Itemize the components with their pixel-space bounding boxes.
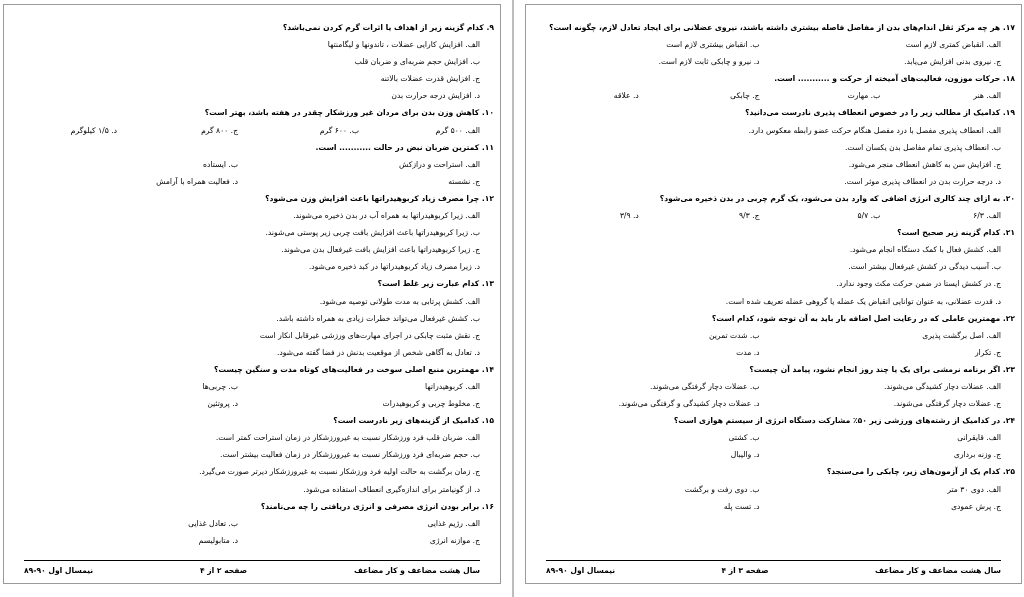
option-row [10, 156, 494, 173]
option-row [10, 173, 494, 190]
answer-option: الف. ضربان قلب فرد ورزشکار نسبت به غیرورزشکار در زمان استراحت کمتر است. [215, 433, 480, 443]
answer-option: ب. دوی رفت و برگشت [684, 484, 760, 494]
answer-option: ج. موازنه انرژی [429, 535, 480, 545]
answer-option: ج. در کشش ایستا در ضمن حرکت مکث وجود ندارد. [836, 279, 1001, 289]
answer-option: الف. دوی ۳۰ متر [947, 484, 1001, 494]
answer-option: ج. تکرار [974, 347, 1001, 357]
answer-option: ب. شدت تمرین [709, 330, 760, 340]
answer-option: ب. ۶۰۰ گرم [319, 125, 359, 135]
answer-option: الف. استراحت و درازکش [399, 159, 480, 169]
answer-option: ج. وزنه برداری [953, 450, 1001, 460]
question-text: ۱۸. حرکات موزون، فعالیت‌های آمیخته از حرکت و ........... است. [774, 74, 1015, 84]
option-row [532, 446, 1015, 463]
answer-option: ج. زیرا کربوهیدراتها باعث افزایش بافت غیرفعال بدن می‌شوند. [281, 245, 480, 255]
answer-option: ج. نیروی بدنی افزایش می‌یابد. [904, 57, 1001, 67]
answer-option: الف. اصل برگشت پذیری [922, 330, 1001, 340]
question-text: ۲۳. اگر برنامه نرمشی برای یک یا چند روز انجام نشود، پیامد آن چیست؟ [749, 364, 1015, 374]
footer-title: سال هشت مضاعف و کار مضاعف [874, 565, 1001, 575]
option-row [532, 53, 1015, 70]
question-text: ۱۹. کدامیک از مطالب زیر را در خصوص انعطاف پذیری نادرست می‌دانید؟ [745, 108, 1015, 118]
option-row [10, 532, 494, 549]
answer-option: د. متابولیسم [198, 535, 238, 545]
answer-option: ب. حجم ضربه‌ای فرد ورزشکار نسبت به غیرورزشکار در زمان فعالیت بیشتر است. [220, 450, 480, 460]
question-text: ۱۱. کمترین ضربان نبض در حالت ........... است. [315, 142, 494, 152]
question-text: ۲۰. به ازای چند کالری انرژی اضافی که وارد بدن می‌شود، یک گرم چربی در بدن ذخیره می‌شود؟ [659, 193, 1015, 203]
footer-page-number: صفحه ۲ از ۴ [200, 565, 248, 575]
footer-term: نیمسال اول ۹۰-۸۹ [24, 565, 94, 575]
answer-option: د. عضلات دچار کشیدگی و گرفتگی می‌شوند. [618, 399, 760, 409]
question-text: ۲۱. کدام گزینه زیر صحیح است؟ [897, 228, 1015, 238]
answer-option: ج. افزایش سن به کاهش انعطاف منجر می‌شود. [848, 159, 1001, 169]
option-row [532, 207, 1015, 224]
answer-option: ج. ۹/۳ [739, 211, 760, 221]
footer-title: سال هشت مضاعف و کار مضاعف [353, 565, 480, 575]
answer-option: ب. ۵/۷ [857, 211, 881, 221]
option-row [10, 122, 494, 139]
option-row [532, 429, 1015, 446]
question-text: ۱۳. کدام عبارت زیر غلط است؟ [377, 279, 494, 289]
page-content [532, 19, 1015, 559]
answer-option: د. قدرت عضلانی، به عنوان توانایی انقباض یک عضله یا گروهی عضله تعریف شده است. [725, 296, 1001, 306]
answer-option: الف. قایقرانی [957, 433, 1001, 443]
answer-option: الف. انقباض کمتری لازم است [905, 40, 1001, 50]
answer-option: الف. هنر [973, 91, 1001, 101]
page-divider [512, 0, 514, 597]
answer-option: ب. کشش غیرفعال می‌تواند خطرات زیادی به همراه داشته باشد. [276, 313, 480, 323]
answer-option: د. مدت [736, 347, 760, 357]
footer-term: نیمسال اول ۹۰-۸۹ [546, 565, 616, 575]
exam-page-3 [525, 4, 1022, 584]
question-text: ۱۷. هر چه مرکز ثقل اندام‌های بدن از مفاصل فاصله بیشتری داشته باشند، نیروی عضلانی برای ایجاد تعادل لازم، چگونه است؟ [549, 23, 1015, 32]
answer-option: ج. عضلات دچار گرفتگی می‌شوند. [893, 399, 1001, 409]
answer-option: ب. ایستاده [203, 159, 238, 169]
answer-option: د. نیرو و چابکی ثابت لازم است. [658, 57, 760, 67]
answer-option: الف. افزایش کارایی عضلات ، تاندونها و لیگامنتها [327, 40, 480, 50]
question-text: ۱۵. کدامیک از گزینه‌های زیر نادرست است؟ [333, 416, 494, 426]
answer-option: د. تست پله [723, 501, 760, 511]
answer-option: ج. نقش مثبت چابکی در اجرای مهارت‌های ورزشی غیرقابل انکار است [259, 330, 480, 340]
answer-option: د. علاقه [613, 91, 639, 101]
answer-option: د. فعالیت همراه با آرامش [156, 176, 238, 186]
answer-option: ج. چابکی [730, 91, 760, 101]
option-row [532, 344, 1015, 361]
answer-option: ب. کشتی [728, 433, 760, 443]
page-footer [24, 560, 480, 577]
question-text: ۱۲. چرا مصرف زیاد کربوهیدراتها باعث افزایش وزن می‌شود؟ [265, 193, 494, 203]
question-text: ۹. کدام گزینه زیر از اهداف یا اثرات گرم کردن نمی‌باشد؟ [282, 23, 494, 32]
answer-option: ج. زمان برگشت به حالت اولیه فرد ورزشکار نسبت به غیرورزشکار دیرتر صورت می‌گیرد. [199, 467, 480, 477]
option-row [10, 395, 494, 412]
option-row [10, 515, 494, 532]
option-row [532, 378, 1015, 395]
option-row [532, 498, 1015, 515]
answer-option: الف. رژیم غذایی [427, 518, 480, 528]
question-text: ۱۴. مهمترین منبع اصلی سوخت در فعالیت‌های کوتاه مدت و سنگین چیست؟ [213, 364, 494, 374]
question-text: ۱۰. کاهش وزن بدن برای مردان غیر ورزشکار چقدر در هفته باشد، بهتر است؟ [204, 108, 494, 118]
answer-option: ب. مهارت [847, 91, 881, 101]
answer-option: د. افزایش درجه حرارت بدن [391, 91, 480, 101]
answer-option: الف. کربوهیدراتها [425, 381, 480, 391]
answer-option: الف. ۶/۳ [973, 211, 1001, 221]
answer-option: الف. کشش فعال با کمک دستگاه انجام می‌شود. [849, 245, 1001, 255]
answer-option: د. درجه حرارت بدن در انعطاف پذیری موثر است. [844, 176, 1001, 186]
answer-option: ب. تعادل غذایی [188, 518, 238, 528]
question-text: ۲۴. در کدامیک از رشته‌های ورزشی زیر ۵۰٪ مشارکت دستگاه انرژی از سیستم هوازی است؟ [673, 416, 1015, 426]
answer-option: د. پروتئین [207, 399, 238, 409]
option-row [532, 327, 1015, 344]
option-row [10, 378, 494, 395]
answer-option: الف. انعطاف پذیری مفصل با درد مفصل هنگام حرکت عضو رابطه معکوس دارد. [748, 125, 1001, 135]
answer-option: ب. عضلات دچار گرفتگی می‌شوند. [649, 381, 760, 391]
question-text: ۱۶. برابر بودن انرژی مصرفی و انرژی دریافتی را چه می‌نامند؟ [260, 501, 494, 511]
answer-option: ب. زیرا کربوهیدراتها باعث افزایش بافت چربی زیر پوستی می‌شوند. [265, 228, 480, 238]
option-row [532, 481, 1015, 498]
answer-option: الف. زیرا کربوهیدراتها به همراه آب در بدن ذخیره می‌شوند. [293, 211, 480, 221]
answer-option: د. ۱/۵ کیلوگرم [70, 125, 117, 135]
question-text: ۲۵. کدام یک از آزمون‌های زیر، چابکی را می‌سنجد؟ [826, 467, 1015, 477]
exam-page-2 [3, 4, 501, 584]
answer-option: ج. ۸۰۰ گرم [201, 125, 238, 135]
answer-option: ب. افزایش حجم ضربه‌ای و ضربان قلب [354, 57, 480, 67]
answer-option: د. والیبال [730, 450, 760, 460]
answer-option: د. تعادل به آگاهی شخص از موقعیت بدنش در فضا گفته می‌شود. [276, 347, 480, 357]
option-row [532, 36, 1015, 53]
answer-option: ج. پرش عمودی [951, 501, 1001, 511]
answer-option: د. زیرا مصرف زیاد کربوهیدراتها در کبد ذخیره می‌شود. [308, 262, 480, 272]
answer-option: ج. نشسته [448, 176, 480, 186]
answer-option: الف. ۵۰۰ گرم [435, 125, 480, 135]
answer-option: ب. انقباض بیشتری لازم است [666, 40, 760, 50]
answer-option: ب. چربی‌ها [202, 381, 238, 391]
answer-option: الف. عضلات دچار کشیدگی می‌شوند. [883, 381, 1001, 391]
option-row [532, 395, 1015, 412]
option-row [532, 87, 1015, 104]
answer-option: ب. آسیب دیدگی در کشش غیرفعال بیشتر است. [848, 262, 1001, 272]
answer-option: ج. مخلوط چربی و کربوهیدرات [382, 399, 480, 409]
answer-option: ب. انعطاف پذیری تمام مفاصل بدن یکسان است. [844, 142, 1001, 152]
question-text: ۲۲. مهمترین عاملی که در رعایت اصل اضافه بار باید به آن توجه شود، کدام است؟ [711, 313, 1015, 323]
answer-option: ج. افزایش قدرت عضلات بالاتنه [380, 74, 480, 84]
page-content [10, 19, 494, 559]
footer-page-number: صفحه ۳ از ۴ [721, 565, 769, 575]
answer-option: د. ۳/۹ [619, 211, 639, 221]
answer-option: د. از گونیامتر برای اندازه‌گیری انعطاف استفاده می‌شود. [303, 484, 480, 494]
answer-option: الف. کشش پرتابی به مدت طولانی توصیه می‌شود. [319, 296, 480, 306]
page-footer [546, 560, 1001, 577]
